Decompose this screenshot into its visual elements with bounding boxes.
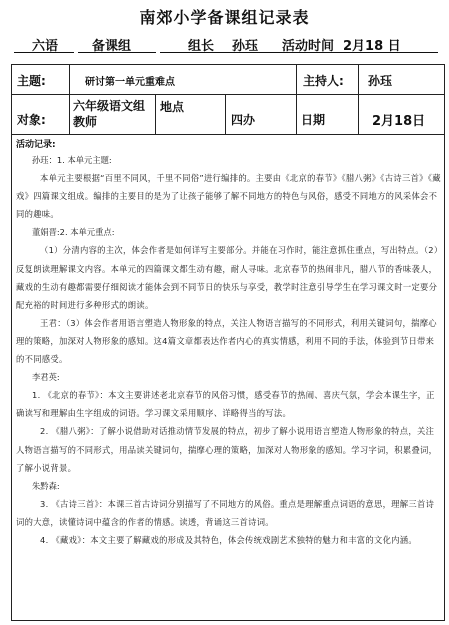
col-divider: [296, 65, 297, 94]
record-line: 王君：（3）体会作者用语言塑造人物形象的特点，关注人物语言描写的不同形式，利用关键词句，揣摩心理的策略，加深对人物形象的感知。这4篇文章都表达作者内心的真实情感，利用不同的手法，体验到节日带来的不同感受。: [16, 317, 437, 365]
date-label: 日期: [301, 113, 326, 127]
col-divider: [225, 94, 226, 134]
record-line: 3. 《古诗三首》：本课三首古诗词分别描写了不同地方的风俗。重点是理解重点词语的意思，理解三首诗词的大意，读懂诗词中蕴含的作者的情感。读透，背诵这三首诗词。: [16, 498, 435, 527]
record-line: 董娟晋:2. 本单元重点:: [32, 227, 115, 238]
record-label: 活动记录:: [16, 140, 56, 150]
col-divider: [358, 94, 359, 134]
record-line: 李君英:: [32, 372, 60, 383]
record-line: 朱黔森:: [32, 480, 60, 491]
row-divider: [12, 134, 444, 135]
col-divider: [296, 94, 297, 134]
col-divider: [155, 94, 156, 134]
record-line: 1. 《北京的春节》：本文主要讲述老北京春节的风俗习惯，感受春节的热闹、喜庆气氛，学会本课生字，正确读写和理解由生字组成的词语。学习课文采用顺序、详略得当的写法。: [16, 390, 435, 419]
record-line: 本单元主要根据“百里不同风，千里不同俗”进行编排的。主要由《北京的春节》《腊八粥》《古诗三首》《藏戏》四篇课文组成。编排的主要目的是为了让孩子能够了解不同地方的特色与风俗，感受不同地方的风采体会不同的趣味。: [16, 173, 441, 220]
col-divider: [69, 94, 70, 134]
date-value: 2月18日: [372, 114, 426, 129]
header-leader: 孙珏: [232, 39, 259, 54]
record-content: [16, 151, 442, 549]
col-divider: [358, 65, 359, 94]
record-line: 4. 《藏戏》：本文主要了解藏戏的形成及其特色，体会传统戏剧艺术独特的魅力和丰富的文化内涵。: [40, 534, 417, 545]
host-label: 主持人:: [303, 74, 344, 88]
header-leader-label: 组长: [188, 39, 215, 54]
place-value: 四办: [231, 113, 256, 127]
header-time-label: 活动时间: [282, 39, 335, 54]
record-line: 2. 《腊八粥》：了解小说借助对话推动情节发展的特点，初步了解小说用语言塑造人物形象的特点，关注人物语言描写的不同形式，用品读关键词句，揣摩心理的策略，加深对人物形象的感知。学习字词，积累叠词，了解小说背景。: [16, 426, 438, 473]
document-title: 南郊小学备课组记录表: [139, 8, 310, 27]
host-value: 孙珏: [368, 74, 393, 88]
record-line: 孙珏：1. 本单元主题:: [32, 155, 112, 165]
record-table: [11, 64, 445, 621]
topic-label: 主题:: [17, 74, 46, 88]
header-line: [14, 34, 438, 54]
row-divider: [12, 94, 444, 95]
topic-value: 研讨第一单元重难点: [85, 77, 175, 88]
audience-value: 六年级语文组教师: [73, 99, 146, 129]
header-group-label: 备课组: [92, 39, 132, 54]
header-subject: 六语: [32, 39, 59, 54]
place-label: 地点: [160, 100, 185, 114]
col-divider: [69, 65, 70, 94]
header-date: 2月18 日: [343, 39, 401, 54]
audience-label: 对象:: [17, 113, 46, 127]
record-line: （1）分清内容的主次，体会作者是如何详写主要部分。并能在习作时，能注意抓住重点，写出特点。（2）反复朗读理解课文内容。本单元的四篇课文都生动有趣，耐人寻味。北京春节的热闹非凡，腊八节的香味袭人，藏戏的生动有趣都需要仔细阅读才能体会到不同节日的快乐与享受，教学时注意引导学生在学习课文时一定要分配充裕的时间进行多种形式的朗读。: [16, 245, 439, 310]
